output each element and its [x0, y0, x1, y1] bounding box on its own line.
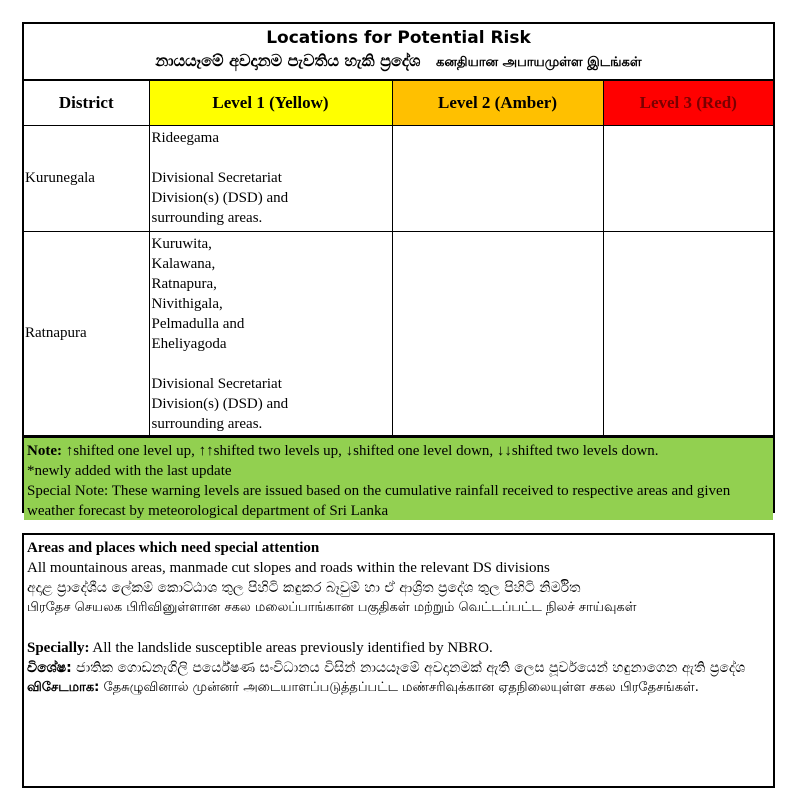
level1-place: Ratnapura, — [151, 276, 217, 292]
column-header-level3: Level 3 (Red) — [603, 81, 773, 126]
note-line — [27, 441, 769, 461]
specially-text: All the landslide susceptible areas previously identified by NBRO. — [89, 640, 493, 656]
level1-place: Rideegama — [151, 130, 219, 146]
level3-cell — [603, 126, 773, 232]
column-header-district: District — [24, 81, 149, 126]
level1-suffix-line: Divisional Secretariat — [151, 376, 282, 392]
table-row — [24, 232, 773, 436]
risk-locations-panel — [22, 22, 775, 519]
district-cell: Kurunegala — [24, 126, 149, 232]
specially-label: Specially: — [27, 640, 90, 656]
level1-place: Nivithigala, — [151, 296, 223, 312]
specially-tamil-label: விசேடமாக: — [27, 680, 100, 695]
level2-cell — [392, 232, 603, 436]
note-arrows-legend: ↑shifted one level up, ↑↑shifted two levels up, ↓shifted one level down, ↓↓shifted two levels down. — [61, 443, 659, 459]
note-new-marker: *newly added with the last update — [27, 463, 232, 479]
specially-line — [27, 638, 769, 658]
title-sinhala: නායයෑමේ අවදානම පැවතිය හැකි ප්‍රදේශ — [155, 51, 421, 70]
level3-cell — [603, 232, 773, 436]
special-attention-english: All mountainous areas, manmade cut slopes and roads within the relevant DS divisions — [27, 560, 550, 576]
specially-sinhala-label: විශේෂ: — [27, 660, 72, 676]
special-attention-sinhala: අදාළ ප්‍රාදේශීය ලේකම් කොට්ඨාශ තුල පිහිටි කඳුකර බෑවුම් හා ඒ ආශ්‍රිත ප්‍රදේශ තුල පිහිටි නිර්මිත — [27, 580, 581, 596]
title-tamil: கனதியான அபாயமுள்ள இடங்கள் — [436, 55, 642, 70]
table-row — [24, 126, 773, 232]
page-title: Locations for Potential Risk — [266, 28, 531, 48]
special-attention-panel — [22, 533, 775, 788]
specially-sinhala-line — [27, 658, 769, 678]
level1-suffix-line: Division(s) (DSD) and — [151, 190, 289, 206]
level1-place: Pelmadulla and — [151, 316, 245, 332]
special-note: Special Note: These warning levels are issued based on the cumulative rainfall received to respective areas and given weather forecast by meteorological department of Sri Lanka — [27, 483, 731, 519]
level1-place: Kalawana, — [151, 256, 216, 272]
note-label: Note: — [27, 443, 62, 459]
specially-tamil-text: தேசுழுவினால் முன்னர் அடையாளப்படுத்தப்பட்ட மண்சரிவுக்கான ஏதநிலையுள்ள சகல பிரதேசங்கள். — [99, 680, 699, 695]
column-header-level1: Level 1 (Yellow) — [149, 81, 392, 126]
level1-suffix-line: surrounding areas. — [151, 416, 263, 432]
level1-suffix-line: Division(s) (DSD) and — [151, 396, 289, 412]
district-cell: Ratnapura — [24, 232, 149, 436]
special-attention-tamil: பிரதேச செயலக பிரிவினுள்ளான சகல மலைப்பாங்கான பகுதிகள் மற்றும் வெட்டப்பட்ட நிலச் சாய்வுகள் — [27, 600, 637, 615]
specially-tamil-line — [27, 678, 769, 698]
title-area — [24, 24, 773, 81]
page-title-local — [24, 49, 773, 75]
column-header-level2: Level 2 (Amber) — [392, 81, 603, 126]
level1-place: Eheliyagoda — [151, 336, 227, 352]
special-attention-heading: Areas and places which need special attention — [27, 540, 320, 556]
specially-sinhala-text: ජාතික ගොඩනැගිලි පර්යේෂණ සංවිධානය විසින් නායයෑමේ අවදානමක් ඇති ලෙස පූර්වයෙන් හඳුනාගෙන ඇති ප්‍රදේශ — [71, 660, 746, 676]
level1-place: Kuruwita, — [151, 236, 212, 252]
level1-suffix-line: surrounding areas. — [151, 210, 263, 226]
level1-cell — [149, 232, 392, 436]
table-header-row — [24, 81, 773, 126]
note-section — [24, 436, 773, 520]
level1-cell — [149, 126, 392, 232]
level1-suffix-line: Divisional Secretariat — [151, 170, 282, 186]
level2-cell — [392, 126, 603, 232]
risk-table — [24, 81, 773, 436]
